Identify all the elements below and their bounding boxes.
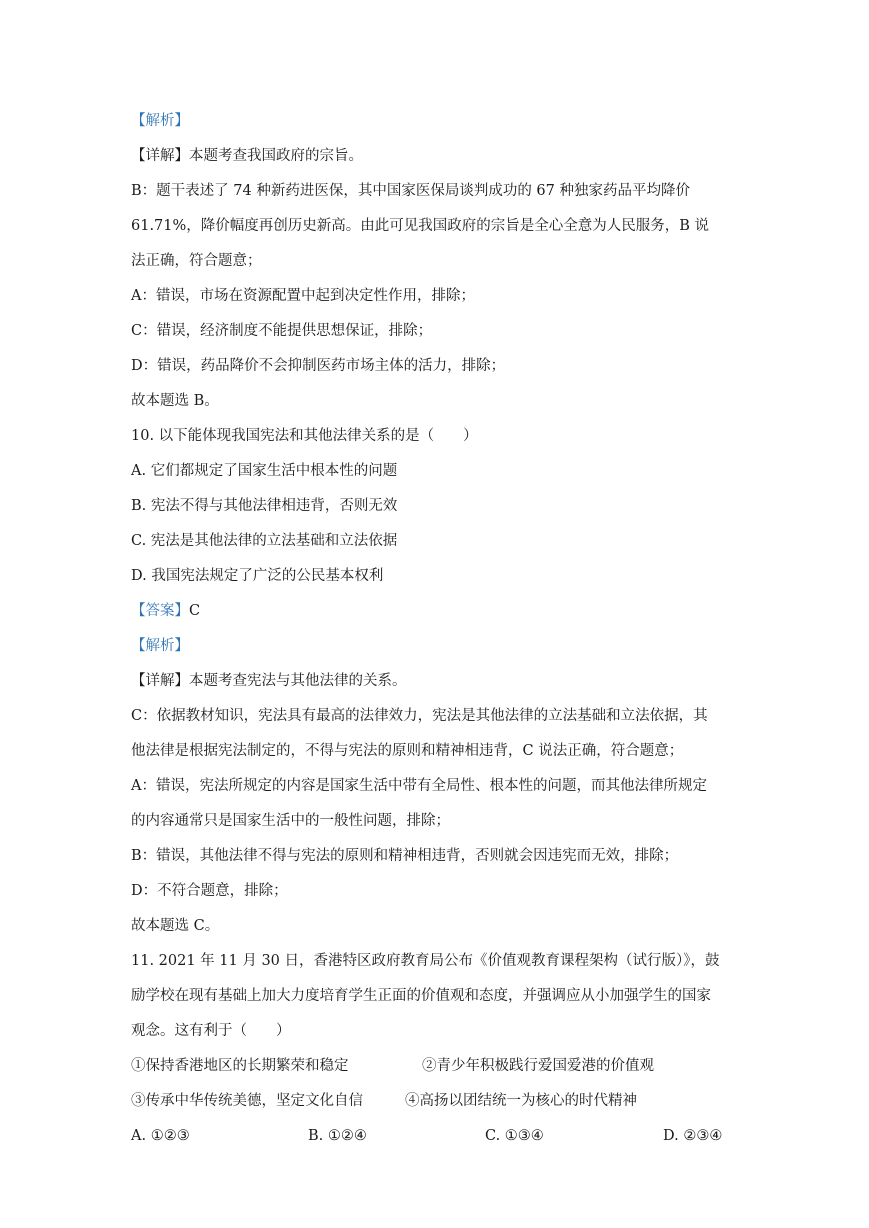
explanation-line: A：错误，宪法所规定的内容是国家生活中带有全局性、根本性的问题，而其他法律所规定: [131, 778, 707, 794]
analysis-tag: 【解析】: [131, 638, 189, 654]
question-10-option-c: C. 宪法是其他法律的立法基础和立法依据: [131, 533, 398, 549]
explanation-line: B：题干表述了 74 种新药进医保，其中国家医保局谈判成功的 67 种独家药品平均降价: [131, 183, 690, 199]
question-11-item-1: ①保持香港地区的长期繁荣和稳定: [131, 1058, 349, 1074]
question-10-option-a: A. 它们都规定了国家生活中根本性的问题: [131, 463, 398, 479]
explanation-line: D：错误，药品降价不会抑制医药市场主体的活力，排除；: [131, 358, 506, 374]
conclusion-line: 故本题选 C。: [131, 918, 220, 934]
explanation-line: 61.71%，降价幅度再创历史新高。由此可见我国政府的宗旨是全心全意为人民服务，B 说: [131, 218, 710, 234]
question-11-option-c: C. ①③④: [485, 1128, 544, 1144]
question-11-stem: 观念。这有利于（ ）: [131, 1023, 291, 1039]
detail-line: 【详解】本题考查宪法与其他法律的关系。: [131, 673, 407, 689]
conclusion-line: 故本题选 B。: [131, 393, 219, 409]
question-11-item-4: ④高扬以团结统一为核心的时代精神: [405, 1093, 637, 1109]
detail-line: 【详解】本题考查我国政府的宗旨。: [131, 148, 363, 164]
explanation-line: 法正确，符合题意；: [131, 253, 262, 269]
explanation-line: 的内容通常只是国家生活中的一般性问题，排除；: [131, 813, 450, 829]
explanation-line: B：错误，其他法律不得与宪法的原则和精神相违背，否则就会因违宪而无效，排除；: [131, 848, 679, 864]
question-11-item-3: ③传承中华传统美德，坚定文化自信: [131, 1093, 363, 1109]
explanation-line: C：依据教材知识，宪法具有最高的法律效力，宪法是其他法律的立法基础和立法依据，其: [131, 708, 708, 724]
question-11-item-2: ②青少年积极践行爱国爱港的价值观: [422, 1058, 654, 1074]
explanation-line: A：错误，市场在资源配置中起到决定性作用，排除；: [131, 288, 475, 304]
question-11-option-a: A. ①②③: [131, 1128, 190, 1144]
answer-line: [131, 601, 200, 621]
analysis-tag: 【解析】: [131, 113, 189, 129]
question-11-stem: 励学校在现有基础上加大力度培育学生正面的价值观和态度，并强调应从小加强学生的国家: [131, 988, 711, 1004]
answer-value: C: [189, 603, 201, 619]
question-11-option-d: D. ②③④: [663, 1128, 723, 1144]
question-10-option-d: D. 我国宪法规定了广泛的公民基本权利: [131, 568, 384, 584]
answer-tag: 【答案】: [131, 603, 189, 619]
question-11-option-b: B. ①②④: [308, 1128, 367, 1144]
question-10-stem: 10. 以下能体现我国宪法和其他法律关系的是（ ）: [131, 428, 478, 444]
explanation-line: 他法律是根据宪法制定的，不得与宪法的原则和精神相违背，C 说法正确，符合题意；: [131, 743, 684, 759]
explanation-line: C：错误，经济制度不能提供思想保证，排除；: [131, 323, 433, 339]
explanation-line: D：不符合题意，排除；: [131, 883, 288, 899]
question-11-stem: 11. 2021 年 11 月 30 日，香港特区政府教育局公布《价值观教育课程架构（试行版）》，鼓: [131, 953, 720, 969]
question-10-option-b: B. 宪法不得与其他法律相违背，否则无效: [131, 498, 398, 514]
